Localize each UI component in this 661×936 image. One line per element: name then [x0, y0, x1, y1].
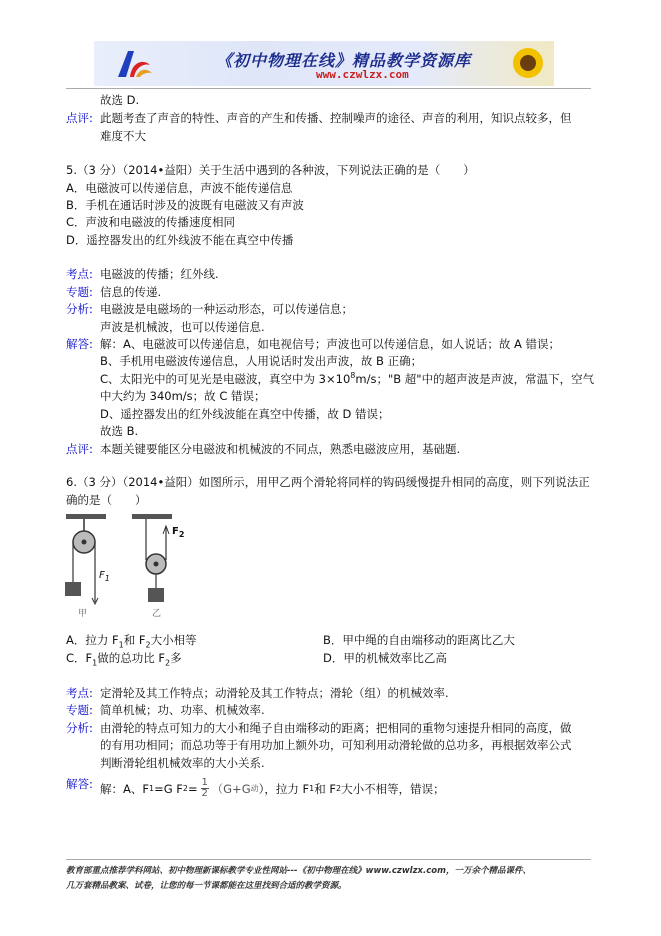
weight-right-icon — [148, 588, 164, 602]
q5-jieda-line2: B、手机用电磁波传递信息，人用说话时发出声波，故 B 正确； — [100, 354, 423, 368]
q6-kaodian-label: 考点: — [66, 686, 93, 700]
header-rule — [66, 88, 591, 89]
q5-jieda-line6: 故选 B. — [100, 424, 139, 438]
fraction-half: 1 2 — [201, 777, 208, 799]
q5-jieda-line3-exp: 8 — [350, 371, 356, 381]
q6-zhuanti-label: 专题: — [66, 703, 93, 717]
q5-fenxi-line1: 电磁波是电磁场的一种运动形态，可以传递信息； — [100, 302, 353, 316]
q5-jieda-line4: 中大约为 340m/s；故 C 错误； — [100, 389, 266, 403]
q6-option-c: C．$F_1$做的总功比 $F_2$多 — [66, 651, 182, 668]
q5-dianping: 本题关键要能区分电磁波和机械波的不同点，熟悉电磁波应用，基础题. — [100, 442, 461, 456]
q6-jieda-label: 解答: — [66, 777, 93, 791]
q5-jieda-line1: 解：A、电磁波可以传递信息，如电视信号；声波也可以传递信息，如人说话；故 A 错误； — [100, 337, 561, 351]
q6-zhuanti: 简单机械；功、功率、机械效率. — [100, 703, 265, 717]
fig-label-jia: 甲 — [78, 609, 88, 619]
q5-jieda-line5: D、遥控器发出的红外线波能在真空中传播，故 D 错误； — [100, 407, 390, 421]
ceiling-right — [132, 514, 172, 519]
q6-stem-line1: 6.（3 分）（2014•益阳）如图所示，用甲乙两个滑轮将同样的钩码缓慢提升相同的高度，则下列说法正 — [66, 475, 590, 489]
q6-option-d: D．甲的机械效率比乙高 — [323, 651, 447, 665]
fig-label-yi: 乙 — [152, 609, 162, 619]
sunflower-icon — [510, 45, 546, 81]
q5-option-b: B．手机在通话时涉及的波既有电磁波又有声波 — [66, 198, 304, 212]
q5-jieda-label: 解答: — [66, 337, 93, 351]
footer-line1: 教育部重点推荐学科网站、初中物理新课标教学专业性网站---《初中物理在线》www.czwlzx.com，一万余个精品课件、 — [66, 866, 531, 876]
q6-option-a: A．拉力 $F_1$和 $F_2$大小相等 — [66, 633, 197, 650]
q6-fenxi-line3: 判断滑轮组机械效率的大小关系. — [100, 756, 265, 770]
q5-kaodian-label: 考点: — [66, 267, 93, 281]
site-logo-icon — [114, 47, 154, 81]
fig-f1-label: $F_1$ — [99, 570, 110, 583]
q5-option-c: C．声波和电磁波的传播速度相同 — [66, 215, 236, 229]
q5-option-d: D．遥控器发出的红外线波不能在真空中传播 — [66, 233, 294, 247]
ceiling-left — [66, 514, 106, 519]
q6-kaodian: 定滑轮及其工作特点；动滑轮及其工作特点；滑轮（组）的机械效率. — [100, 686, 449, 700]
q6-jieda-line1: 解：A、F 1 =G F 2 = 1 2 （G+G 动 ），拉力 F 1 和 F 2 大小不相等，错误； — [100, 777, 445, 799]
prev-comment-line1: 此题考查了声音的特性、声音的产生和传播、控制噪声的途径、声音的利用，知识点较多，但 — [100, 111, 572, 125]
prev-choice: 故选 D. — [100, 93, 140, 107]
q6-fenxi-line2: 的有用功相同；而总功等于有用功加上额外功，可知利用动滑轮做的总功多，再根据效率公式 — [100, 738, 572, 752]
q6-fenxi-label: 分析: — [66, 721, 93, 735]
q6-stem-line2: 确的是（ ） — [66, 493, 147, 507]
q5-stem: 5.（3 分）（2014•益阳）关于生活中遇到的各种波，下列说法正确的是（ ） — [66, 163, 475, 177]
q5-jieda-line3-b: m/s；"B 超"中的超声波是声波，常温下，空气 — [355, 372, 595, 386]
q6-fenxi-line1: 由滑轮的特点可知力的大小和绳子自由端移动的距离；把相同的重物匀速提升相同的高度，做 — [100, 721, 572, 735]
footer-line2: 几万套精品教案、试卷，让您的每一节课都能在这里找到合适的教学资源。 — [66, 881, 347, 891]
prev-comment-line2: 难度不大 — [100, 129, 146, 143]
prev-comment-label: 点评: — [66, 111, 93, 125]
q6-option-b: B．甲中绳的自由端移动的距离比乙大 — [323, 633, 515, 647]
q5-zhuanti-label: 专题: — [66, 285, 93, 299]
header-banner — [94, 41, 554, 86]
q5-jieda-line3-a: C、太阳光中的可见光是电磁波，真空中为 3×10 — [100, 372, 351, 386]
q5-dianping-label: 点评: — [66, 442, 93, 456]
banner-url[interactable]: www.czwlzx.com — [316, 68, 409, 81]
banner-title: 《初中物理在线》精品教学资源库 — [216, 51, 472, 70]
q5-option-a: A．电磁波可以传递信息，声波不能传递信息 — [66, 181, 293, 195]
q5-fenxi-line2: 声波是机械波，也可以传递信息. — [100, 320, 265, 334]
weight-left-icon — [65, 582, 81, 596]
fig-f2-label: $F_2$ — [172, 526, 185, 539]
q5-jieda-line3 — [100, 371, 594, 387]
q5-kaodian: 电磁波的传播；红外线. — [100, 267, 219, 281]
q5-zhuanti: 信息的传递. — [100, 285, 162, 299]
footer-rule — [66, 859, 591, 860]
q5-fenxi-label: 分析: — [66, 302, 93, 316]
footer — [66, 864, 606, 894]
